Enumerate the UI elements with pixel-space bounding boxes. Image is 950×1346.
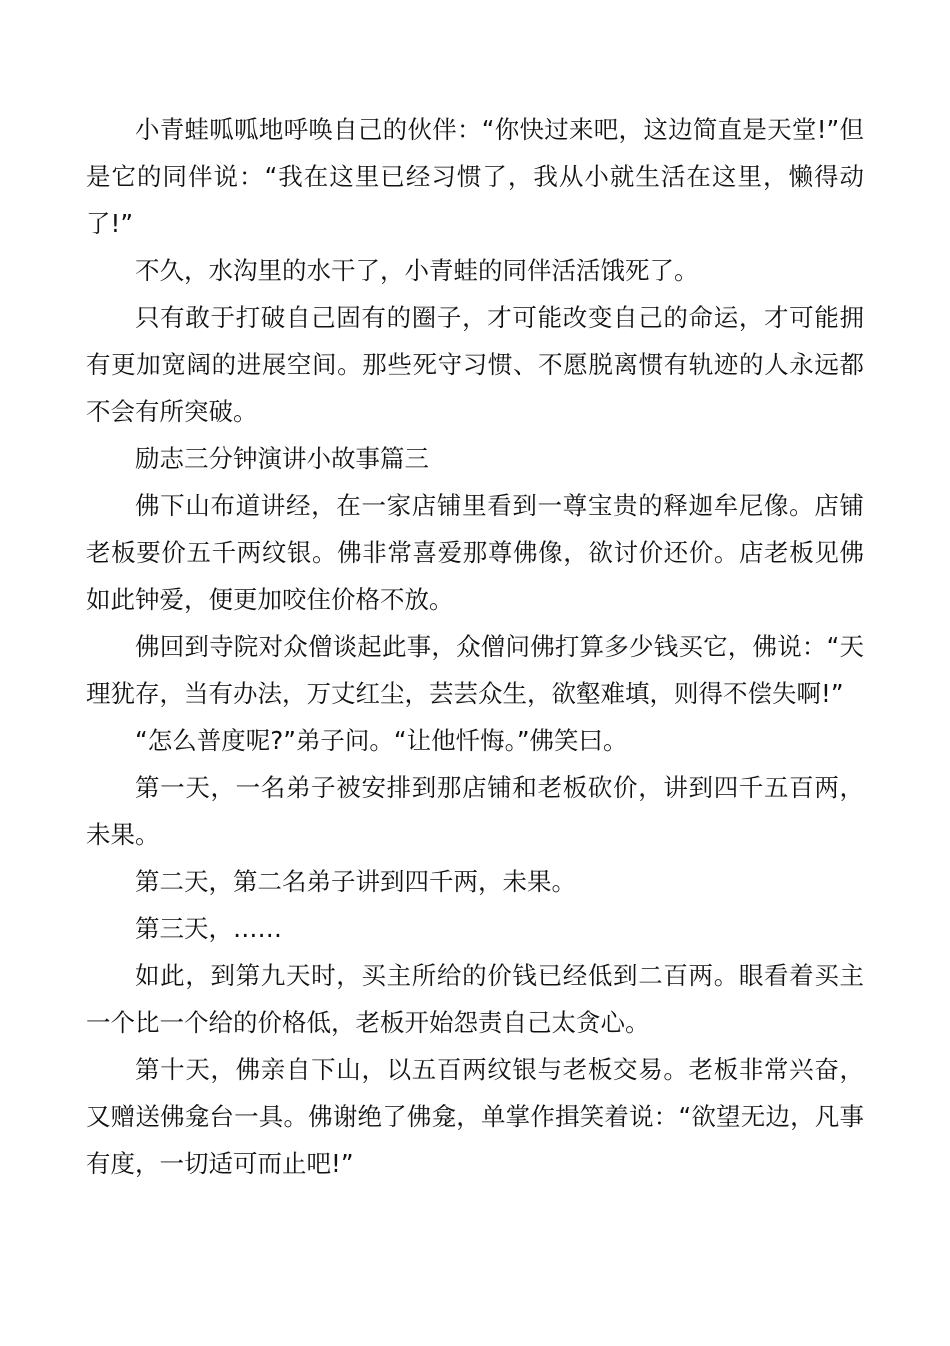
paragraph-day-three: 第三天，…… — [135, 914, 282, 943]
paragraph-day-nine: 如此，到第九天时，买主所给的价钱已经低到二百两。眼看着买主一个比一个给的价格低，老板开始怨责自己太贪心。 — [86, 961, 864, 1037]
paragraph-day-two: 第二天，第二名弟子讲到四千两，未果。 — [135, 867, 576, 896]
section-heading: 励志三分钟演讲小故事篇三 — [135, 444, 429, 473]
paragraph-buddha-statue: 佛下山布道讲经，在一家店铺里看到一尊宝贵的释迦牟尼像。店铺老板要价五千两纹银。佛非常喜爱那尊佛像，欲讨价还价。店老板见佛如此钟爱，便更加咬住价格不放。 — [86, 491, 864, 614]
paragraph-day-ten: 第十天，佛亲自下山，以五百两纹银与老板交易。老板非常兴奋，又赠送佛龛台一具。佛谢绝了佛龛，单掌作揖笑着说：“欲望无边，凡事有度，一切适可而止吧!” — [86, 1055, 864, 1178]
paragraph-frog-death: 不久，水沟里的水干了，小青蛙的同伴活活饿死了。 — [135, 256, 699, 285]
paragraph-frog-moral: 只有敢于打破自己固有的圈子，才可能改变自己的命运，才可能拥有更加宽阔的进展空间。那些死守习惯、不愿脱离惯有轨迹的人永远都不会有所突破。 — [86, 303, 864, 426]
document-body — [86, 106, 864, 1187]
paragraph-dialogue: “怎么普度呢?”弟子问。“让他忏悔。”佛笑曰。 — [135, 726, 628, 755]
paragraph-frog-call: 小青蛙呱呱地呼唤自己的伙伴：“你快过来吧，这边简直是天堂!”但是它的同伴说：“我在这里已经习惯了，我从小就生活在这里，懒得动了!” — [86, 115, 864, 238]
paragraph-temple-talk: 佛回到寺院对众僧谈起此事，众僧问佛打算多少钱买它，佛说：“天理犹存，当有办法，万丈红尘，芸芸众生，欲壑难填，则得不偿失啊!” — [86, 632, 864, 708]
paragraph-day-one: 第一天，一名弟子被安排到那店铺和老板砍价，讲到四千五百两，未果。 — [86, 773, 864, 849]
